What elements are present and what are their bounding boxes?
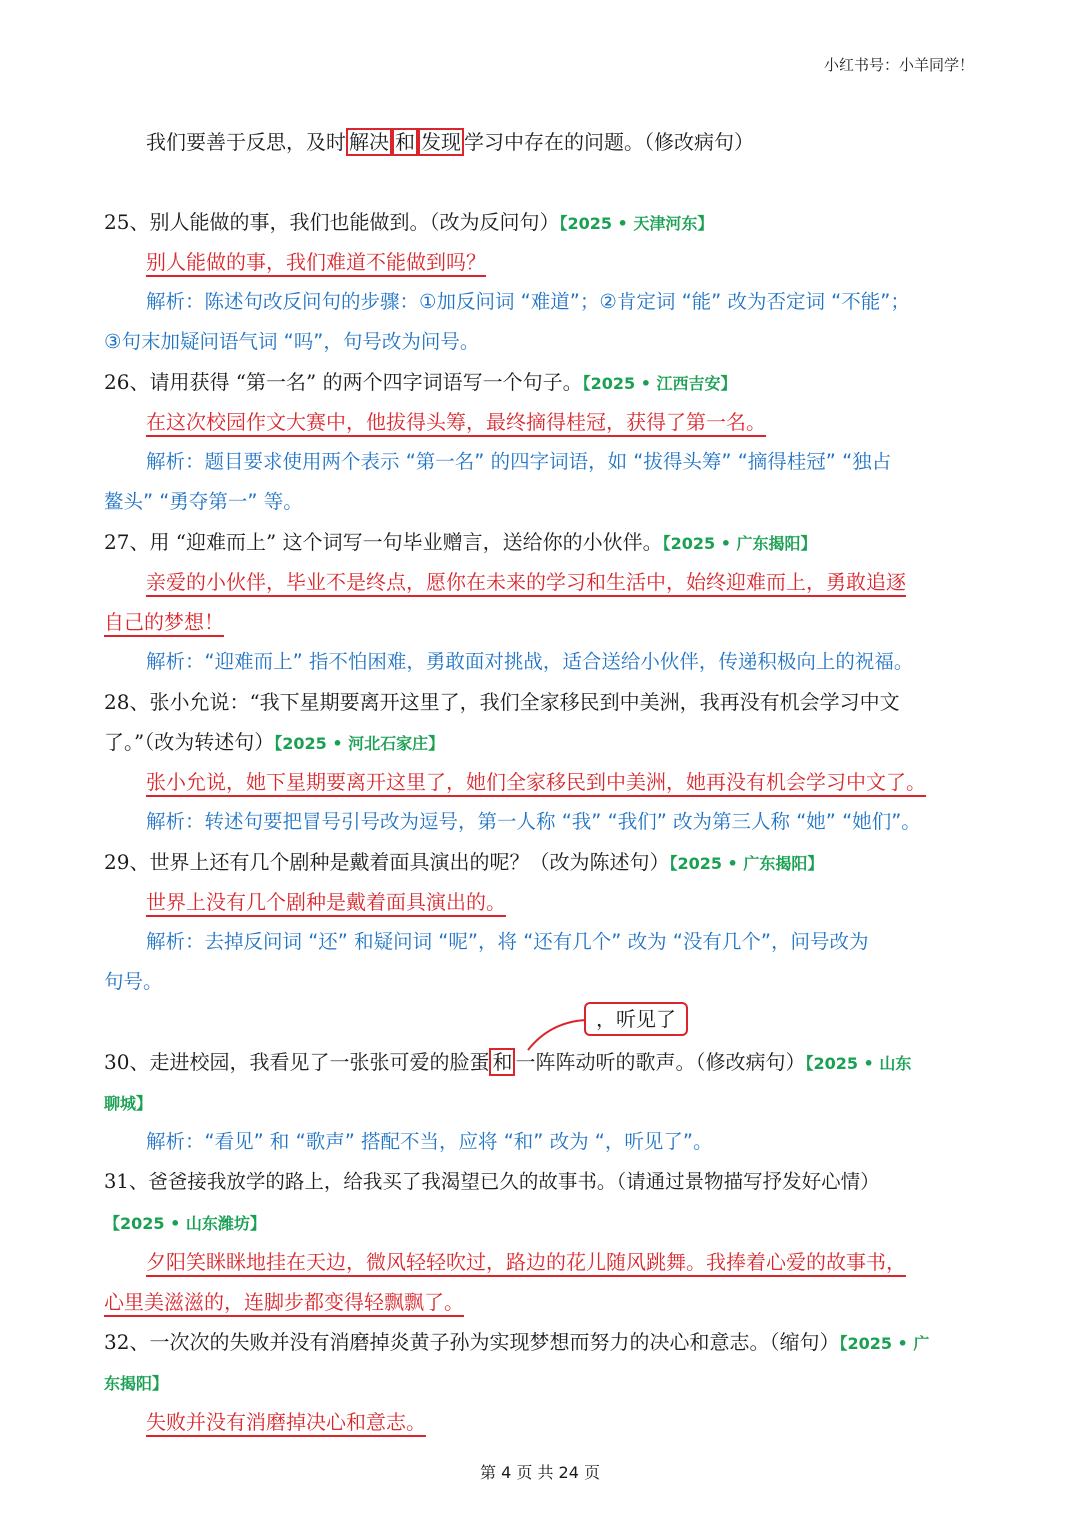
- q29-question: 29、世界上还有几个剧种是戴着面具演出的呢？（改为陈述句）【2025 • 广东揭阳】: [104, 850, 824, 874]
- q29-tag: 【2025 • 广东揭阳】: [669, 854, 824, 873]
- q28-question-2: 了。”（改为转述句）【2025 • 河北石家庄】: [104, 730, 445, 754]
- q26-explanation-2: 鳌头” “勇夺第一” 等。: [104, 490, 303, 513]
- top-sentence: [146, 128, 754, 156]
- q27-explanation-1: 解析：“迎难而上” 指不怕困难，勇敢面对挑战，适合送给小伙伴，传递积极向上的祝福。: [146, 650, 914, 673]
- q27-question: 27、用 “迎难而上” 这个词写一句毕业赠言，送给你的小伙伴。【2025 • 广东揭阳】: [104, 530, 817, 554]
- q30-tag: 【2025 • 山东: [805, 1054, 912, 1073]
- q32-question: 32、一次次的失败并没有消磨掉炎黄子孙为实现梦想而努力的决心和意志。（缩句）【2025 • 广: [104, 1330, 930, 1354]
- boxed-word-1: 解决: [346, 128, 392, 156]
- q31-tag-line: [104, 1208, 266, 1238]
- q26-explanation-1: 解析：题目要求使用两个表示 “第一名” 的四字词语，如 “拔得头筹” “摘得桂冠” “独占: [146, 450, 892, 473]
- boxed-word-2: 和: [392, 128, 418, 156]
- q30-tag-cont: 聊城】: [104, 1094, 153, 1113]
- page-number: 第 4 页 共 24 页: [480, 1463, 600, 1482]
- q29-explanation-2: 句号。: [104, 970, 163, 993]
- q29-explanation-1: 解析：去掉反问词 “还” 和疑问词 “呢”，将 “还有几个” 改为 “没有几个”，问号改为: [146, 930, 869, 953]
- top-post: 学习中存在的问题。（修改病句）: [464, 130, 754, 154]
- q31-question: 31、爸爸接我放学的路上，给我买了我渴望已久的故事书。（请通过景物描写抒发好心情）: [104, 1170, 880, 1193]
- q30-explanation-1: 解析：“看见” 和 “歌声” 搭配不当，应将 “和” 改为 “，听见了”。: [146, 1130, 713, 1153]
- top-pre: 我们要善于反思，及时: [146, 130, 346, 154]
- q25-tag: 【2025 • 天津河东】: [559, 214, 714, 233]
- q26-tag: 【2025 • 江西吉安】: [582, 374, 737, 393]
- q31-answer-1: 夕阳笑眯眯地挂在天边，微风轻轻吹过，路边的花儿随风跳舞。我捧着心爱的故事书，: [146, 1250, 906, 1274]
- q27-answer-2: 自己的梦想！: [104, 610, 224, 634]
- q29-answer: 世界上没有几个剧种是戴着面具演出的。: [146, 890, 506, 914]
- q25-explanation-1: 解析：陈述句改反问句的步骤：①加反问词 “难道”；②肯定词 “能” 改为否定词 “不能”；: [146, 290, 910, 313]
- q32-answer: 失败并没有消磨掉决心和意志。: [146, 1410, 426, 1434]
- q25-explanation-2: ③句末加疑问语气词 “吗”，句号改为问号。: [104, 330, 480, 353]
- q31-tag: 【2025 • 山东潍坊】: [104, 1214, 266, 1233]
- q32-tag: 【2025 • 广: [839, 1334, 930, 1353]
- q30-question: 30、走进校园，我看见了一张张可爱的脸蛋 和 一阵阵动听的歌声。（修改病句）【2025 • 山东: [104, 1050, 912, 1074]
- q26-question: 26、请用获得 “第一名” 的两个四字词语写一个句子。【2025 • 江西吉安】: [104, 370, 737, 394]
- q28-tag: 【2025 • 河北石家庄】: [274, 734, 445, 753]
- q30-boxed-word: 和: [489, 1048, 515, 1076]
- q28-explanation-1: 解析：转述句要把冒号引号改为逗号，第一人称 “我” “我们” 改为第三人称 “她” “她们”。: [146, 810, 921, 833]
- q28-answer: 张小允说，她下星期要离开这里了，她们全家移民到中美洲，她再没有机会学习中文了。: [146, 770, 926, 794]
- q27-answer-1: 亲爱的小伙伴，毕业不是终点，愿你在未来的学习和生活中，始终迎难而上，勇敢追逐: [146, 570, 906, 594]
- boxed-word-3: 发现: [418, 128, 464, 156]
- q25-question: 25、别人能做的事，我们也能做到。（改为反问句）【2025 • 天津河东】: [104, 210, 714, 234]
- q31-answer-2: 心里美滋滋的，连脚步都变得轻飘飘了。: [104, 1290, 464, 1314]
- correction-callout: ，听见了: [584, 1002, 688, 1036]
- q27-tag: 【2025 • 广东揭阳】: [662, 534, 817, 553]
- q28-question-1: 28、张小允说：“我下星期要离开这里了，我们全家移民到中美洲，我再没有机会学习中文: [104, 690, 900, 714]
- page-header: 小红书号：小羊同学！: [823, 56, 974, 74]
- q26-answer: 在这次校园作文大赛中，他拔得头筹，最终摘得桂冠，获得了第一名。: [146, 410, 766, 434]
- q32-tag-cont: 东揭阳】: [104, 1374, 169, 1393]
- q25-answer: 别人能做的事，我们难道不能做到吗？: [146, 250, 486, 274]
